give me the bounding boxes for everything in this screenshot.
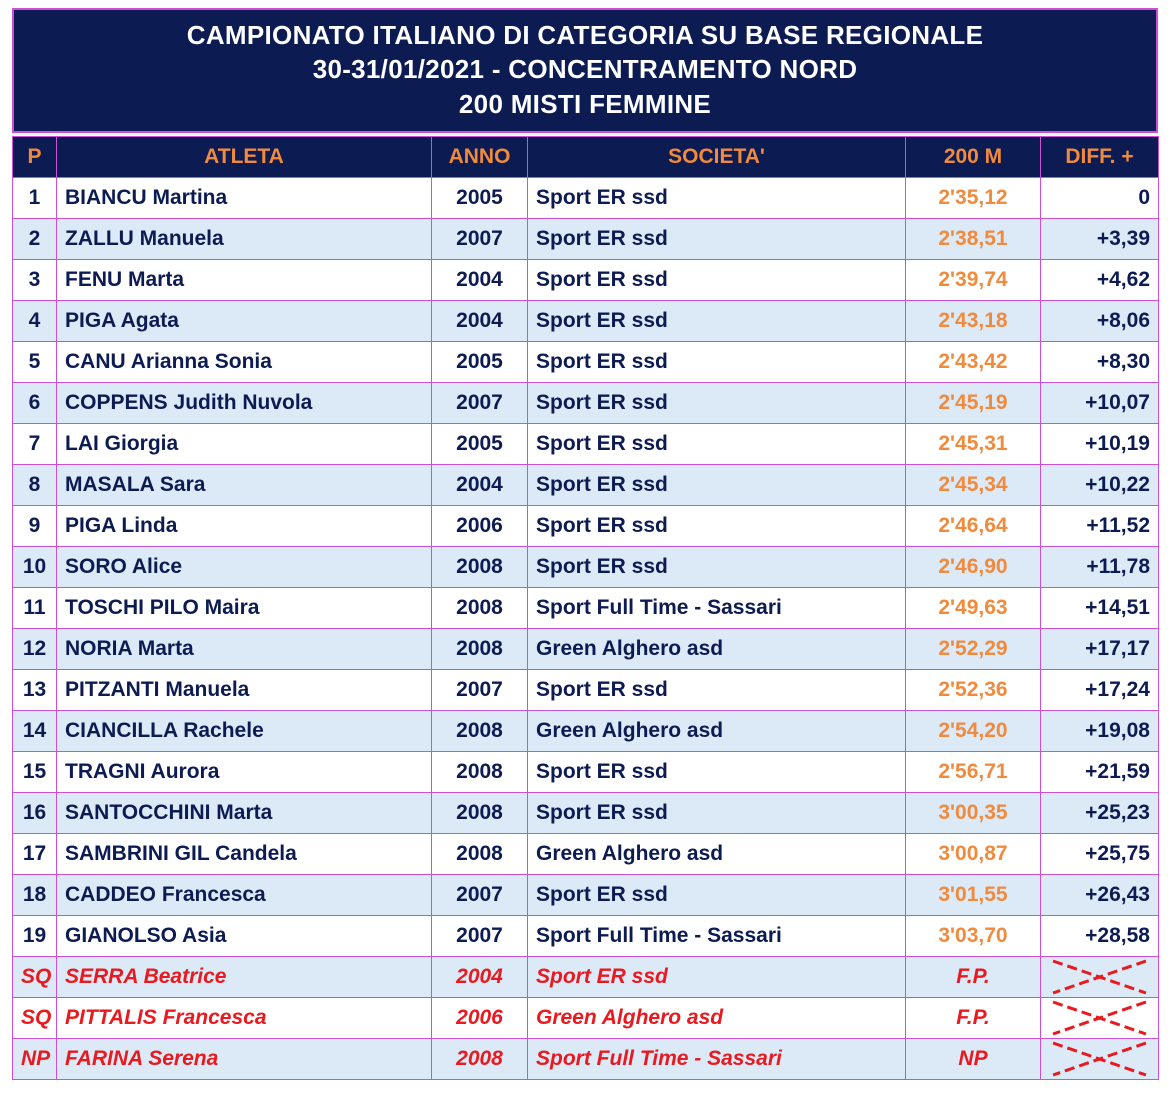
cell-time: 2'43,18 (906, 300, 1041, 341)
cell-year: 2004 (432, 956, 528, 997)
cell-year: 2006 (432, 997, 528, 1038)
cell-time: 2'45,19 (906, 382, 1041, 423)
cell-diff: +26,43 (1041, 874, 1159, 915)
cell-position: 2 (13, 218, 57, 259)
cell-diff: +25,75 (1041, 833, 1159, 874)
cell-position: NP (13, 1038, 57, 1079)
cell-club: Sport ER ssd (528, 177, 906, 218)
cell-athlete: CADDEO Francesca (57, 874, 432, 915)
cell-diff-crossed-out (1041, 956, 1159, 997)
cell-year: 2005 (432, 423, 528, 464)
cell-club: Green Alghero asd (528, 628, 906, 669)
cell-position: 11 (13, 587, 57, 628)
cell-diff-crossed-out (1041, 997, 1159, 1038)
cell-club: Sport ER ssd (528, 259, 906, 300)
cell-diff: +10,19 (1041, 423, 1159, 464)
cell-year: 2007 (432, 382, 528, 423)
cell-time: NP (906, 1038, 1041, 1079)
cell-time: 2'45,34 (906, 464, 1041, 505)
cell-club: Green Alghero asd (528, 710, 906, 751)
column-header-club: SOCIETA' (528, 136, 906, 177)
cell-athlete: MASALA Sara (57, 464, 432, 505)
cell-club: Sport ER ssd (528, 341, 906, 382)
title-line-3: 200 MISTI FEMMINE (458, 88, 712, 119)
cell-diff: +4,62 (1041, 259, 1159, 300)
table-row (13, 792, 1159, 833)
cell-club: Green Alghero asd (528, 833, 906, 874)
cell-time: 2'49,63 (906, 587, 1041, 628)
cell-position: 16 (13, 792, 57, 833)
table-row (13, 423, 1159, 464)
table-row (13, 300, 1159, 341)
cell-diff-crossed-out (1041, 1038, 1159, 1079)
cell-athlete: PIGA Linda (57, 505, 432, 546)
cell-club: Sport ER ssd (528, 423, 906, 464)
cell-diff: +21,59 (1041, 751, 1159, 792)
cell-athlete: ZALLU Manuela (57, 218, 432, 259)
cell-athlete: FENU Marta (57, 259, 432, 300)
cell-time: 2'43,42 (906, 341, 1041, 382)
cell-athlete: COPPENS Judith Nuvola (57, 382, 432, 423)
table-header (13, 136, 1159, 177)
cell-position: 6 (13, 382, 57, 423)
cell-club: Sport ER ssd (528, 464, 906, 505)
cell-diff: 0 (1041, 177, 1159, 218)
cell-time: F.P. (906, 956, 1041, 997)
table-row (13, 874, 1159, 915)
cell-position: 1 (13, 177, 57, 218)
cell-time: 2'38,51 (906, 218, 1041, 259)
cell-year: 2007 (432, 218, 528, 259)
cell-time: 2'46,64 (906, 505, 1041, 546)
cell-position: 19 (13, 915, 57, 956)
cell-club: Sport ER ssd (528, 669, 906, 710)
cell-time: 2'45,31 (906, 423, 1041, 464)
cell-athlete: SANTOCCHINI Marta (57, 792, 432, 833)
table-row (13, 587, 1159, 628)
cell-club: Sport Full Time - Sassari (528, 1038, 906, 1079)
cell-diff: +28,58 (1041, 915, 1159, 956)
cell-diff: +11,78 (1041, 546, 1159, 587)
cell-athlete: TRAGNI Aurora (57, 751, 432, 792)
cell-diff: +17,17 (1041, 628, 1159, 669)
cell-athlete: BIANCU Martina (57, 177, 432, 218)
cell-time: 2'35,12 (906, 177, 1041, 218)
results-table (12, 136, 1159, 1080)
cell-time: 2'56,71 (906, 751, 1041, 792)
column-header-year: ANNO (432, 136, 528, 177)
table-row (13, 505, 1159, 546)
cell-position: 13 (13, 669, 57, 710)
cell-athlete: TOSCHI PILO Maira (57, 587, 432, 628)
cell-year: 2007 (432, 669, 528, 710)
cell-athlete: GIANOLSO Asia (57, 915, 432, 956)
cell-club: Sport ER ssd (528, 505, 906, 546)
cell-athlete: SAMBRINI GIL Candela (57, 833, 432, 874)
cell-diff: +10,22 (1041, 464, 1159, 505)
cell-club: Sport ER ssd (528, 751, 906, 792)
cell-diff: +10,07 (1041, 382, 1159, 423)
cell-year: 2007 (432, 915, 528, 956)
table-row (13, 669, 1159, 710)
cell-athlete: CIANCILLA Rachele (57, 710, 432, 751)
title-line-2: 30-31/01/2021 - CONCENTRAMENTO NORD (312, 54, 858, 85)
cell-position: 15 (13, 751, 57, 792)
cell-club: Sport ER ssd (528, 956, 906, 997)
cell-position: 14 (13, 710, 57, 751)
cell-athlete: NORIA Marta (57, 628, 432, 669)
cell-year: 2007 (432, 874, 528, 915)
cell-position: 4 (13, 300, 57, 341)
table-row (13, 546, 1159, 587)
cell-diff: +8,06 (1041, 300, 1159, 341)
cell-year: 2005 (432, 341, 528, 382)
table-row (13, 464, 1159, 505)
table-row (13, 218, 1159, 259)
table-row (13, 833, 1159, 874)
cell-year: 2008 (432, 1038, 528, 1079)
cell-athlete: CANU Arianna Sonia (57, 341, 432, 382)
cell-club: Sport ER ssd (528, 218, 906, 259)
cell-athlete: SORO Alice (57, 546, 432, 587)
column-header-time: 200 M (906, 136, 1041, 177)
title-block (12, 8, 1158, 133)
table-row (13, 177, 1159, 218)
cell-diff: +14,51 (1041, 587, 1159, 628)
cell-time: 3'00,35 (906, 792, 1041, 833)
cell-year: 2008 (432, 710, 528, 751)
table-row (13, 628, 1159, 669)
cell-time: 3'03,70 (906, 915, 1041, 956)
cell-athlete: PITZANTI Manuela (57, 669, 432, 710)
cell-year: 2005 (432, 177, 528, 218)
cell-position: SQ (13, 997, 57, 1038)
cell-diff: +3,39 (1041, 218, 1159, 259)
cell-position: 5 (13, 341, 57, 382)
cell-time: 2'46,90 (906, 546, 1041, 587)
cell-diff: +8,30 (1041, 341, 1159, 382)
table-row (13, 341, 1159, 382)
cell-year: 2008 (432, 751, 528, 792)
cell-athlete: LAI Giorgia (57, 423, 432, 464)
cell-year: 2008 (432, 628, 528, 669)
cell-year: 2008 (432, 792, 528, 833)
cell-time: 2'54,20 (906, 710, 1041, 751)
table-row (13, 915, 1159, 956)
cell-athlete: FARINA Serena (57, 1038, 432, 1079)
cell-year: 2004 (432, 300, 528, 341)
table-body (13, 177, 1159, 1079)
cell-athlete: PIGA Agata (57, 300, 432, 341)
cell-year: 2004 (432, 464, 528, 505)
cell-time: 3'01,55 (906, 874, 1041, 915)
cell-year: 2008 (432, 587, 528, 628)
cell-club: Sport ER ssd (528, 382, 906, 423)
cell-diff: +11,52 (1041, 505, 1159, 546)
title-line-1: CAMPIONATO ITALIANO DI CATEGORIA SU BASE REGIONALE (186, 20, 984, 50)
cell-year: 2008 (432, 833, 528, 874)
cell-time: F.P. (906, 997, 1041, 1038)
cell-club: Sport Full Time - Sassari (528, 587, 906, 628)
cell-position: 18 (13, 874, 57, 915)
cell-club: Sport ER ssd (528, 546, 906, 587)
cell-club: Sport ER ssd (528, 300, 906, 341)
cell-position: SQ (13, 956, 57, 997)
cell-time: 3'00,87 (906, 833, 1041, 874)
cell-position: 8 (13, 464, 57, 505)
table-row (13, 259, 1159, 300)
cell-diff: +19,08 (1041, 710, 1159, 751)
cell-time: 2'52,36 (906, 669, 1041, 710)
cell-position: 7 (13, 423, 57, 464)
cell-position: 17 (13, 833, 57, 874)
cell-time: 2'52,29 (906, 628, 1041, 669)
cell-diff: +25,23 (1041, 792, 1159, 833)
cell-position: 9 (13, 505, 57, 546)
cell-club: Sport ER ssd (528, 792, 906, 833)
cell-position: 12 (13, 628, 57, 669)
table-row (13, 956, 1159, 997)
table-row (13, 751, 1159, 792)
cell-athlete: SERRA Beatrice (57, 956, 432, 997)
header-row (13, 136, 1159, 177)
cell-year: 2008 (432, 546, 528, 587)
cell-athlete: PITTALIS Francesca (57, 997, 432, 1038)
cell-year: 2004 (432, 259, 528, 300)
table-row (13, 997, 1159, 1038)
column-header-athlete: ATLETA (57, 136, 432, 177)
cell-time: 2'39,74 (906, 259, 1041, 300)
table-row (13, 710, 1159, 751)
table-row (13, 1038, 1159, 1079)
cell-club: Sport ER ssd (528, 874, 906, 915)
cell-position: 3 (13, 259, 57, 300)
cell-diff: +17,24 (1041, 669, 1159, 710)
column-header-diff: DIFF. + (1041, 136, 1159, 177)
column-header-position: P (13, 136, 57, 177)
table-row (13, 382, 1159, 423)
cell-club: Green Alghero asd (528, 997, 906, 1038)
cell-year: 2006 (432, 505, 528, 546)
cell-position: 10 (13, 546, 57, 587)
cell-club: Sport Full Time - Sassari (528, 915, 906, 956)
